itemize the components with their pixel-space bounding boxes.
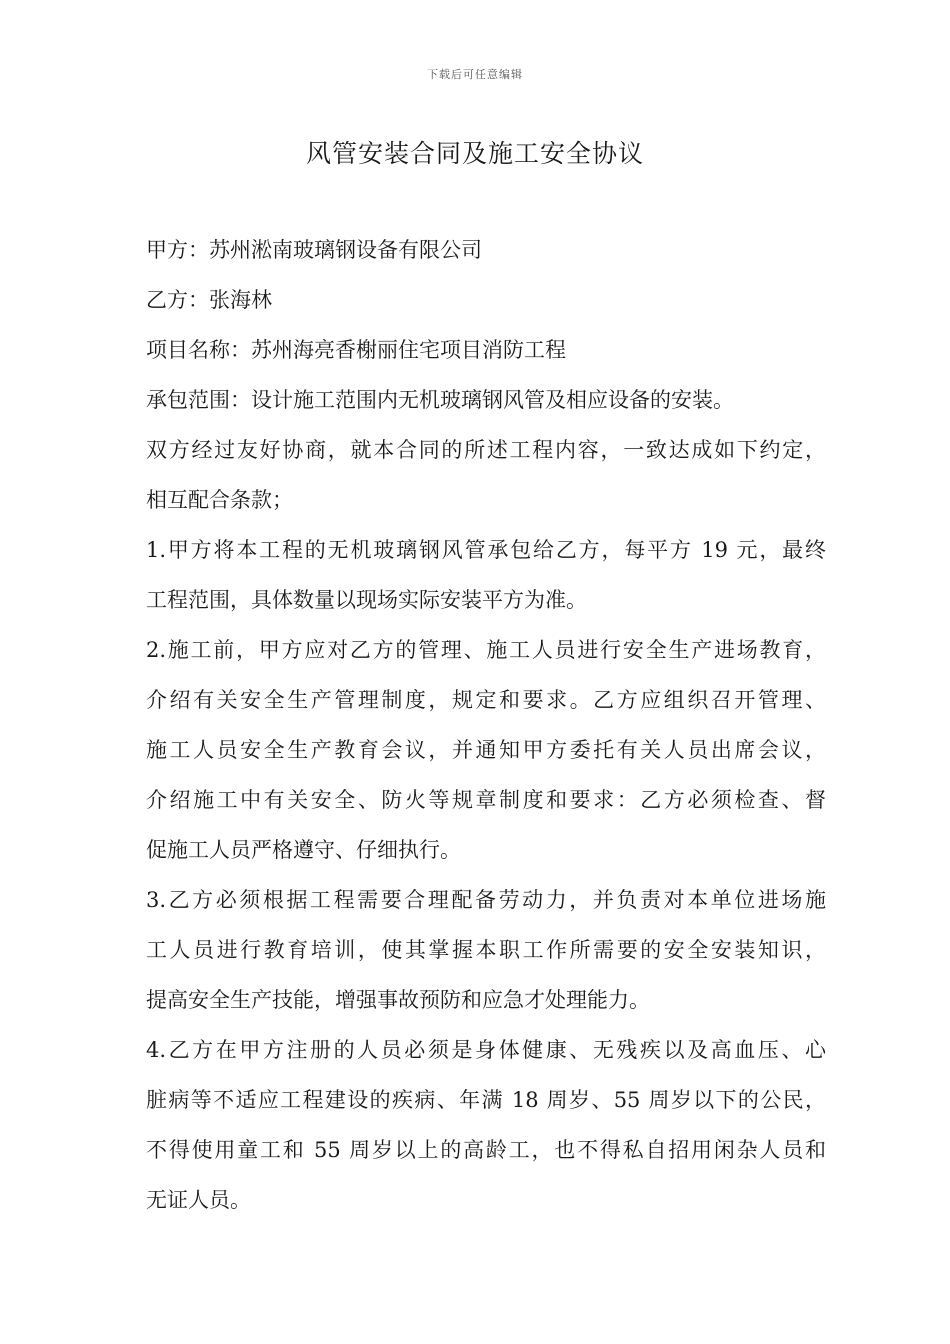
clause-3-line-2: 工人员进行教育培训，使其掌握本职工作所需要的安全安装知识， (146, 938, 826, 962)
project-name-line: 项目名称：苏州海亮香榭丽住宅项目消防工程 (146, 338, 566, 362)
party-a-line: 甲方：苏州淞南玻璃钢设备有限公司 (146, 238, 482, 262)
clause-2-line-4: 介绍施工中有关安全、防火等规章制度和要求：乙方必须检查、督 (146, 788, 826, 812)
intro-line-2: 相互配合条款； (146, 488, 293, 512)
clause-4-line-2: 脏病等不适应工程建设的疾病、年满 18 周岁、55 周岁以下的公民， (146, 1088, 826, 1112)
header-note: 下载后可任意编辑 (427, 68, 523, 81)
clause-2-line-5: 促施工人员严格遵守、仔细执行。 (146, 838, 461, 862)
clause-2-line-3: 施工人员安全生产教育会议，并通知甲方委托有关人员出席会议， (146, 738, 826, 762)
clause-4-line-3: 不得使用童工和 55 周岁以上的高龄工，也不得私自招用闲杂人员和 (146, 1138, 826, 1162)
clause-2-line-1: 2.施工前，甲方应对乙方的管理、施工人员进行安全生产进场教育， (146, 638, 826, 662)
clause-3-line-3: 提高安全生产技能，增强事故预防和应急才处理能力。 (146, 988, 650, 1012)
scope-line: 承包范围：设计施工范围内无机玻璃钢风管及相应设备的安装。 (146, 388, 734, 412)
document-title: 风管安装合同及施工安全协议 (305, 139, 644, 168)
clause-4-line-4: 无证人员。 (146, 1188, 251, 1212)
intro-line-1: 双方经过友好协商，就本合同的所述工程内容，一致达成如下约定， (146, 438, 826, 462)
clause-4-line-1: 4.乙方在甲方注册的人员必须是身体健康、无残疾以及高血压、心 (146, 1038, 826, 1062)
clause-2-line-2: 介绍有关安全生产管理制度，规定和要求。乙方应组织召开管理、 (146, 688, 826, 712)
clause-1-line-1: 1.甲方将本工程的无机玻璃钢风管承包给乙方，每平方 19 元，最终 (146, 538, 826, 562)
document-body (146, 225, 826, 1225)
clause-3-line-1: 3.乙方必须根据工程需要合理配备劳动力，并负责对本单位进场施 (146, 888, 826, 912)
clause-1-line-2: 工程范围，具体数量以现场实际安装平方为准。 (146, 588, 587, 612)
party-b-line: 乙方：张海林 (146, 288, 272, 312)
